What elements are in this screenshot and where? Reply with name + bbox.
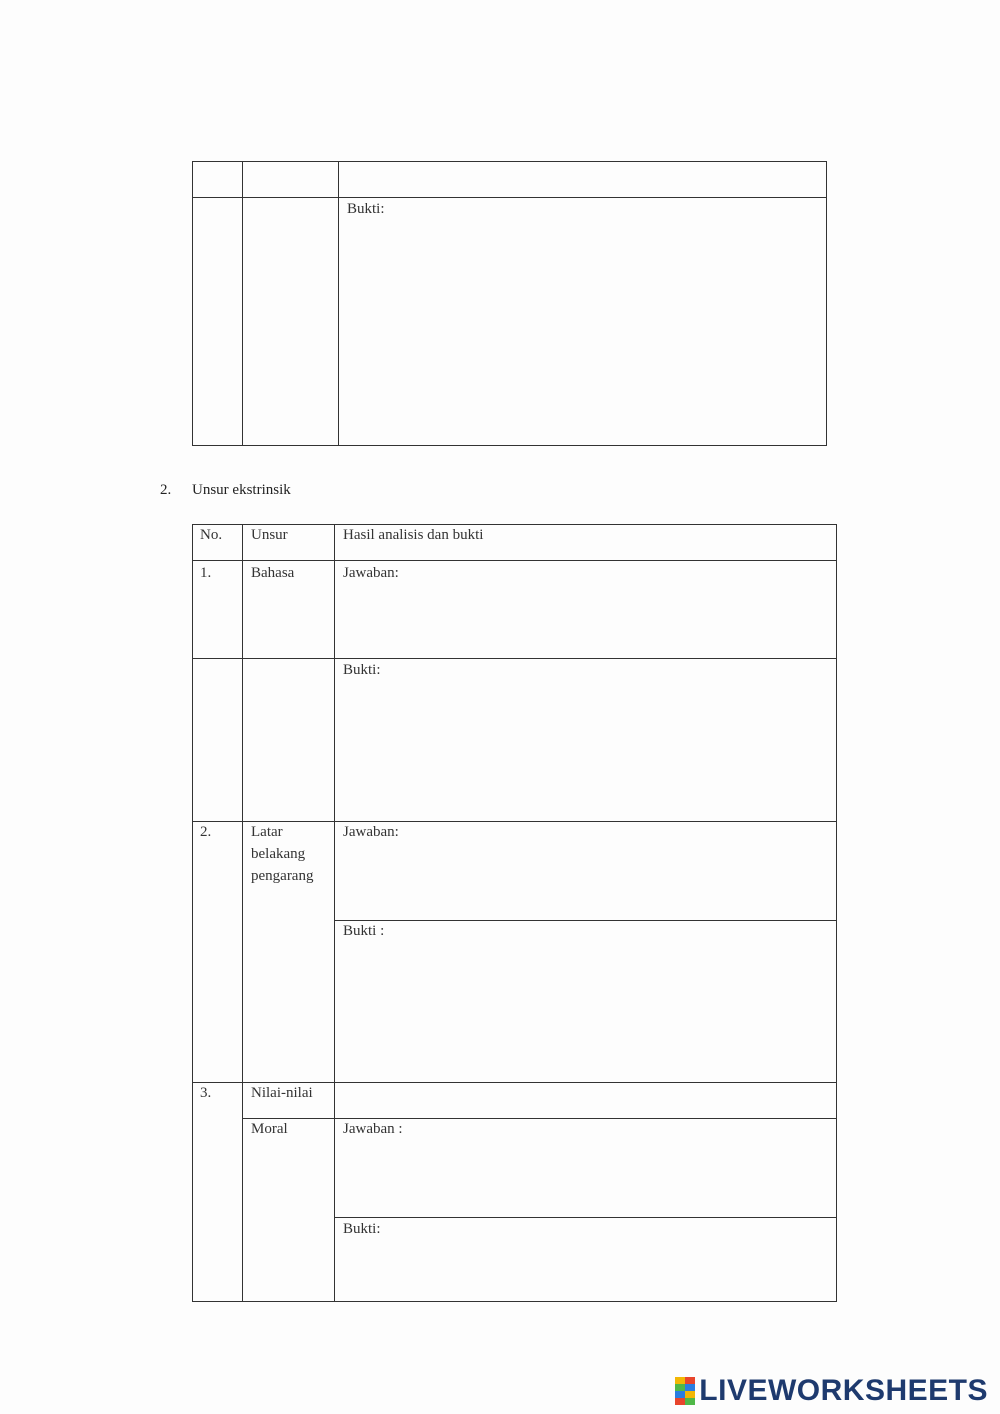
header-no: No. (200, 527, 223, 543)
row-1-jawaban-field[interactable]: Jawaban: (343, 565, 399, 581)
header-hasil: Hasil analisis dan bukti (343, 527, 484, 543)
section-title: Unsur ekstrinsik (192, 482, 291, 498)
section-number: 2. (160, 482, 172, 498)
answer-field-bukti[interactable]: Bukti: (347, 201, 385, 217)
header-unsur: Unsur (251, 527, 288, 543)
row-2-no: 2. (200, 824, 212, 840)
row-2-unsur: Latar belakang pengarang (251, 824, 314, 884)
logo-text: LIVEWORKSHEETS (699, 1374, 988, 1407)
row-3-no: 3. (200, 1085, 212, 1101)
row-3-sub-unsur: Moral (251, 1121, 288, 1137)
liveworksheets-logo[interactable] (675, 1374, 988, 1408)
row-3-unsur: Nilai-nilai (251, 1085, 313, 1101)
liveworksheets-logo-icon (675, 1377, 695, 1405)
row-2-jawaban-field[interactable]: Jawaban: (343, 824, 399, 840)
row-1-bukti-field[interactable]: Bukti: (343, 662, 381, 678)
row-3-jawaban-field[interactable]: Jawaban : (343, 1121, 403, 1137)
row-1-unsur: Bahasa (251, 565, 295, 581)
row-3-bukti-field[interactable]: Bukti: (343, 1221, 381, 1237)
row-1-no: 1. (200, 565, 212, 581)
row-2-bukti-field[interactable]: Bukti : (343, 923, 385, 939)
